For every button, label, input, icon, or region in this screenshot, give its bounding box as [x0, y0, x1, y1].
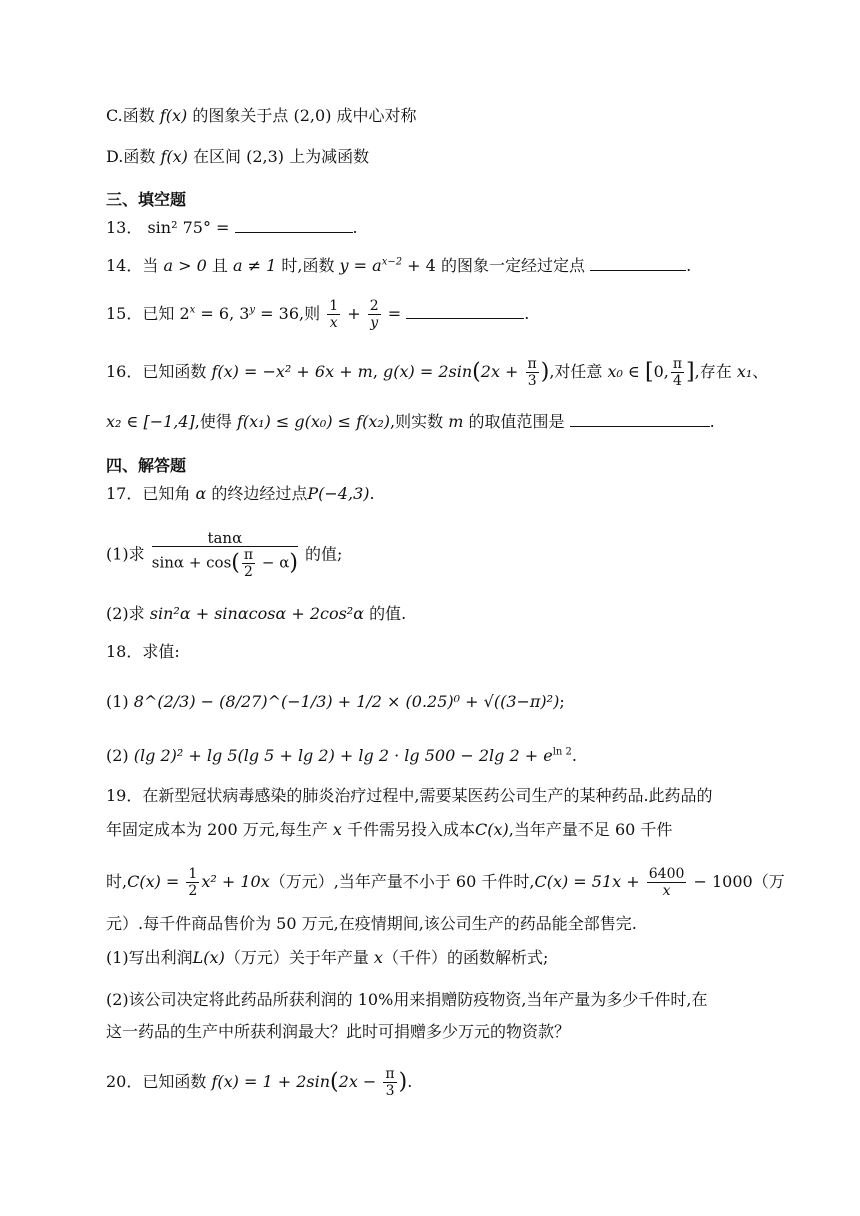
q17-p1-end: 的值;	[305, 544, 343, 564]
q14-exponent: x−2	[381, 256, 403, 268]
q14-func: y = a	[339, 256, 382, 275]
q19-text: （千件）的函数解析式;	[382, 948, 549, 967]
q19-cost-func: C(x)	[475, 820, 509, 839]
q16-end: .	[709, 412, 715, 431]
q16-m: m	[448, 412, 464, 431]
q15-base2: 3	[239, 304, 250, 323]
denominator-part1: sinα + cos	[151, 553, 232, 572]
q14-func2: + 4	[402, 256, 436, 275]
q19-cost2: C(x) = 51x +	[534, 872, 645, 891]
numerator: π	[672, 356, 683, 372]
q16-x2: x₂ ∈ [−1,4]	[106, 412, 195, 431]
question-17-part1	[106, 530, 342, 580]
fraction	[647, 866, 687, 899]
q18-p1-label: (1)	[106, 692, 129, 711]
q18-p1-end: ;	[559, 692, 565, 711]
option-d-suffix: 上为减函数	[289, 147, 370, 166]
q19-text: （万元）,当年产量不小于 60 千件时,	[269, 872, 535, 891]
q16-inequality: f(x₁) ≤ g(x₀) ≤ f(x₂)	[236, 412, 390, 431]
numerator: 6400	[648, 866, 685, 882]
q19-cost2-rest: − 1000	[688, 872, 753, 891]
fraction	[327, 298, 340, 331]
fx: f(x)	[159, 106, 188, 125]
q17-point: P(−4,3)	[307, 484, 370, 503]
equals: =	[382, 304, 402, 323]
denominator: 2	[244, 564, 253, 580]
q18-p2-expression: (lg 2)² + lg 5(lg 5 + lg 2) + lg 2 · lg 500 − 2lg 2 + e	[133, 746, 553, 765]
option-d-mid: 在区间	[192, 147, 241, 166]
question-18: 18．求值:	[106, 642, 180, 661]
q18-p1-expression: 8^(2/3) − (8/27)^(−1/3) + 1/2 × (0.25)⁰ + √((3−π)²)	[133, 692, 560, 711]
q19-cost1: C(x) =	[127, 872, 185, 891]
answer-blank[interactable]	[235, 218, 353, 233]
q19-text: （万元）关于年产量	[224, 948, 374, 967]
q19-text: ,当年产量不足 60 千件	[508, 820, 673, 839]
question-17	[106, 482, 375, 506]
question-19-line1: 19．在新型冠状病毒感染的肺炎治疗过程中,需要某医药公司生产的某种药品.此药品的	[106, 786, 713, 805]
denominator: 4	[672, 373, 682, 389]
q19-x: x	[373, 948, 383, 967]
denominator: 3	[527, 373, 537, 389]
fraction	[383, 1066, 396, 1099]
option-d-prefix: D.函数	[106, 147, 156, 166]
question-19-line7: 这一药品的生产中所获利润最大？此时可捐赠多少万元的物资款？	[106, 1022, 571, 1041]
q14-cond1: a > 0	[163, 256, 207, 275]
plus: +	[342, 304, 366, 323]
question-16-line2	[106, 410, 715, 434]
denominator: 3	[385, 1083, 395, 1099]
q16-text1: ,对任意	[549, 362, 603, 381]
q14-number: 14．当	[106, 256, 159, 275]
q16-x1: x₁	[736, 362, 753, 381]
q19-profit-func: L(x)	[192, 948, 225, 967]
answer-blank[interactable]	[406, 304, 524, 319]
q20-number: 20．已知函数	[106, 1072, 207, 1091]
question-19-line5	[106, 946, 548, 970]
option-c-point: (2,0)	[293, 106, 332, 125]
q15-rhs2: = 36	[255, 304, 300, 323]
q14-end: .	[686, 256, 692, 275]
fraction	[526, 356, 539, 389]
q15-then: ,则	[299, 304, 321, 323]
q19-text: （万	[752, 872, 785, 891]
q16-text4: ,则实数	[390, 412, 444, 431]
option-d-interval: (2,3)	[246, 147, 285, 166]
option-c-prefix: C.函数	[106, 106, 155, 125]
option-c-mid: 的图象关于点	[192, 106, 289, 125]
numerator: π	[243, 547, 254, 563]
q17-text: 的终边经过点	[211, 484, 308, 503]
question-18-part1	[106, 690, 565, 714]
option-d	[106, 145, 369, 169]
q16-text5: 的取值范围是	[468, 412, 565, 431]
numerator: π	[385, 1066, 395, 1082]
q15-exp2: y	[249, 304, 256, 316]
q15-number: 15．已知	[106, 304, 175, 323]
q17-p2-end: 的值.	[369, 604, 407, 623]
question-20: 20．已知函数 f(x) = 1 + 2sin(2x − $\frac{\pi}{3}$ ).	[106, 1066, 413, 1099]
question-15: 15．已知 $2^x = 6$, $3^y = 36$,则 $\frac{1}{x}$ + $\frac{2}{y}$ = .	[106, 298, 530, 331]
denominator-part2: − α	[257, 553, 290, 572]
numerator: 2	[369, 298, 379, 314]
denominator: 2	[188, 883, 198, 899]
fraction	[671, 356, 684, 389]
denominator: x	[662, 883, 671, 899]
question-14	[106, 254, 691, 278]
q13-number: 13．	[106, 218, 143, 237]
q19-text: (1)写出利润	[106, 948, 193, 967]
q15-rhs1: = 6	[195, 304, 230, 323]
q19-text: 年固定成本为 200 万元,每生产	[106, 820, 333, 839]
question-13	[106, 216, 358, 240]
q15-exp1: x	[189, 304, 196, 316]
question-18-part2	[106, 744, 577, 768]
denominator: x	[329, 315, 338, 331]
q13-expression: sin² 75° =	[147, 218, 230, 237]
question-19-line6: (2)该公司决定将此药品所获利润的 10%用来捐赠防疫物资,当年产量为多少千件时,在	[106, 990, 708, 1009]
option-c	[106, 104, 417, 128]
q16-g: g(x) = 2sin	[383, 362, 473, 381]
q19-cost1-rest: x² + 10x	[201, 872, 270, 891]
q16-text3: ,使得	[194, 412, 232, 431]
q16-f: f(x) = −x² + 6x + m	[211, 362, 373, 381]
numerator: π	[527, 356, 537, 372]
q19-text: 时,	[106, 872, 128, 891]
answer-blank[interactable]	[590, 256, 686, 271]
q17-p2-label: (2)求	[106, 604, 145, 623]
q18-p2-end: .	[571, 746, 577, 765]
q17-end: .	[369, 484, 375, 503]
question-19-line2	[106, 818, 672, 842]
q20-end: .	[407, 1072, 413, 1091]
q19-x: x	[332, 820, 342, 839]
numerator: 1	[188, 866, 198, 882]
q16-separator: 、	[752, 362, 769, 381]
denominator: sinα + cos( $\frac{\pi}{2}$ − α)	[151, 547, 298, 580]
fraction	[152, 530, 298, 580]
q14-text2: 的图象一定经过定点	[440, 256, 585, 275]
q15-end: .	[524, 304, 530, 323]
q18-p2-exponent: ln 2	[552, 746, 572, 758]
q19-text: 千件需另投入成本	[341, 820, 476, 839]
fraction	[186, 866, 199, 899]
q16-interval-start: 0,	[653, 362, 669, 381]
q17-p2-expression: sin²α + sinαcosα + 2cos²α	[149, 604, 365, 623]
fx: f(x)	[160, 147, 188, 166]
numerator: 1	[329, 298, 339, 314]
q17-number: 17．已知角	[106, 484, 191, 503]
question-19-line4: 元）.每千件商品售价为 50 万元,在疫情期间,该公司生产的药品能全部售完.	[106, 914, 637, 933]
q16-text2: ,存在	[694, 362, 732, 381]
section-title-answer: 四、解答题	[106, 456, 187, 475]
q17-p1-label: (1)求	[106, 544, 145, 564]
q20-func: f(x) = 1 + 2sin	[211, 1072, 331, 1091]
q13-end: .	[352, 218, 358, 237]
section-title-fill-in: 三、填空题	[106, 190, 187, 209]
q17-alpha: α	[195, 484, 207, 503]
q16-g-arg: 2x +	[480, 362, 524, 381]
q14-and: 且	[211, 256, 228, 275]
q14-cond2: a ≠ 1	[232, 256, 277, 275]
option-c-suffix: 成中心对称	[336, 106, 417, 125]
q16-x0: x₀ ∈	[607, 362, 645, 381]
denominator: y	[370, 315, 379, 331]
answer-blank[interactable]	[570, 412, 710, 427]
question-16: 16．已知函数 f(x) = −x² + 6x + m, g(x) = 2sin(2x + $\frac{\pi}{3}$ ),对任意 x₀ ∈ [0, $\frac{\pi}{4}$ ],存在 x₁、	[106, 356, 769, 389]
fraction	[242, 547, 255, 580]
fraction	[368, 298, 381, 331]
q18-p2-label: (2)	[106, 746, 129, 765]
q20-arg: 2x −	[338, 1072, 382, 1091]
question-17-part2	[106, 602, 406, 626]
numerator: tanα	[152, 530, 298, 547]
q15-base1: 2	[179, 304, 190, 323]
q14-text1: 时,函数	[281, 256, 335, 275]
question-19-line3	[106, 866, 785, 899]
q16-number: 16．已知函数	[106, 362, 207, 381]
